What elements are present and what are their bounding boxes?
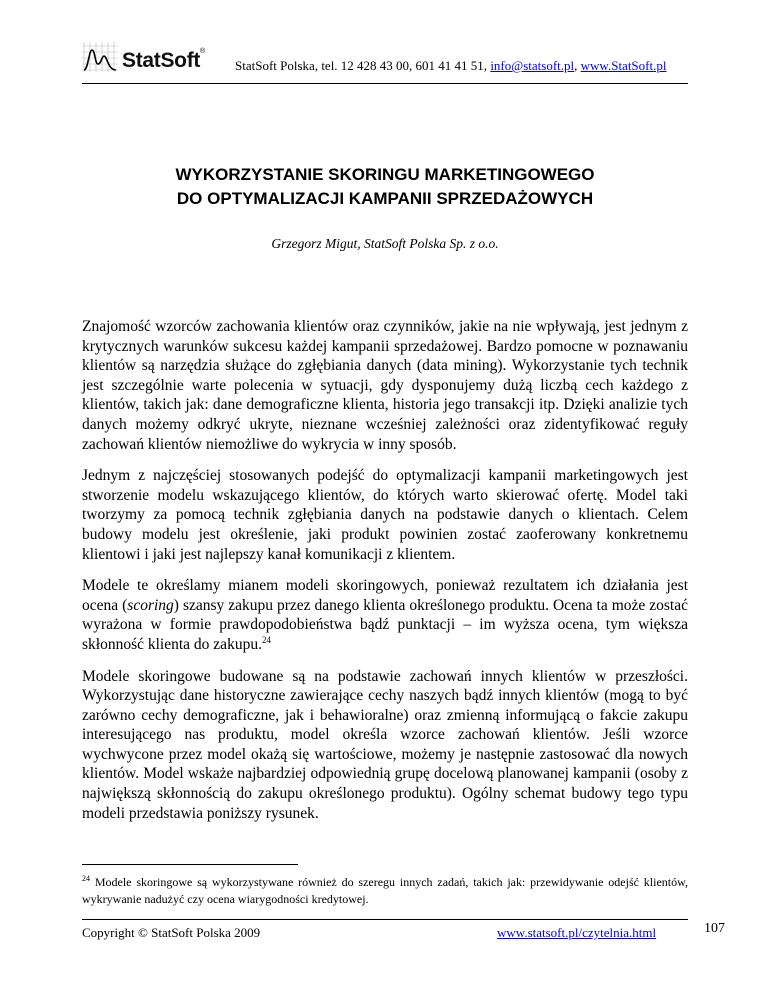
- header-rule: [82, 83, 688, 84]
- footer-rule: [82, 919, 688, 920]
- title-line-2: DO OPTYMALIZACJI KAMPANII SPRZEDAŻOWYCH: [176, 189, 594, 208]
- footnote-rule: [82, 864, 298, 865]
- page-header: [82, 38, 688, 83]
- footnote-reference[interactable]: 24: [261, 634, 271, 645]
- statsoft-logo: [82, 42, 232, 76]
- logo-text: StatSoft: [122, 49, 201, 72]
- footnote-number: 24: [82, 874, 90, 883]
- title-line-1: WYKORZYSTANIE SKORINGU MARKETINGOWEGO: [175, 165, 595, 184]
- website-link[interactable]: www.StatSoft.pl: [580, 58, 667, 73]
- contact-text: StatSoft Polska, tel. 12 428 43 00, 601 41 41 51,: [235, 58, 491, 73]
- article-title: [82, 163, 688, 211]
- paragraph-3-end: ) szansy zakupu przez danego klienta określonego produktu. Ocena ta może zostać wyrażona w formie prawdopodobieństwa bądź punktacji – im wyższa ocena, tym większa skłonność klienta do zakupu.: [82, 596, 688, 653]
- copyright: Copyright © StatSoft Polska 2009: [82, 925, 261, 940]
- paragraph-3-start: Modele te określamy mianem modeli skoringowych, ponieważ rezultatem ich działania jest ocena (: [82, 577, 688, 614]
- paragraph-2: Jednym z najczęściej stosowanych podejść do optymalizacji kampanii marketingowych jest stworzenie modelu wskazującego klientów, do których warto skierować ofertę. Model taki tworzymy za pomocą technik zgłębiania danych na podstawie danych o klientach. Celem budowy modelu jest określenie, jaki produkt powinien zostać zaoferowany konkretnemu klientowi i jaki jest najlepszy kanał komunikacji z klientem.: [82, 467, 688, 563]
- logo-registered-mark: ®: [200, 48, 206, 55]
- author-line: Grzegorz Migut, StatSoft Polska Sp. z o.o.: [271, 236, 499, 251]
- footer-link[interactable]: www.statsoft.pl/czytelnia.html: [497, 925, 657, 940]
- article-body: [82, 317, 688, 835]
- paragraph-4: Modele skoringowe budowane są na podstawie zachowań innych klientów w przeszłości. Wykorzystując dane historyczne zawierające cechy naszych bądź innych klientów (mogą to być zarówno cechy demograficzne, jak i behawioralne) oraz zmienną informującą o fakcie zakupu interesującego nas produktu, model określa wzorce zachowań klientów. Jeśli wzorce wychwycone przez model okażą się wartościowe, możemy je następnie zastosować dla nowych klientów. Model wskaże najbardziej odpowiednią grupę docelową planowanej kampanii (osoby z największą skłonnością do zakupu określonego produktu). Ogólny schemat budowy tego typu modeli przedstawia poniższy rysunek.: [82, 667, 688, 822]
- paragraph-1: Znajomość wzorców zachowania klientów oraz czynników, jakie na nie wpływają, jest jednym z krytycznych warunków sukcesu każdej kampanii sprzedażowej. Bardzo pomocne w poznawaniu klientów są narzędzia służące do zgłębiania danych (data mining). Wykorzystanie tych technik jest szczególnie warte polecenia w sytuacji, gdy dysponujemy dużą liczbą cech każdego z klientów, takich jak: dane demograficzne klienta, historia jego transakcji itp. Dzięki analizie tych danych możemy odkryć ukryte, nieznane wcześniej zależności oraz zidentyfikować reguły zachowań klientów niemożliwe do wykrycia w inny sposób.: [82, 318, 688, 453]
- contact-separator: ,: [574, 58, 581, 73]
- footnote: [82, 874, 688, 908]
- logo-grid-icon: [82, 42, 120, 76]
- scoring-term: scoring: [127, 596, 174, 614]
- page-number: 107: [704, 921, 725, 936]
- footnote-text: Modele skoringowe są wykorzystywane również do szeregu innych zadań, takich jak: przewidywanie odejść klientów, wykrywanie nadużyć czy ocena wiarygodności kredytowej.: [82, 875, 688, 906]
- header-contact: [235, 58, 666, 74]
- paragraph-3: [82, 576, 688, 654]
- email-link[interactable]: info@statsoft.pl: [490, 58, 575, 73]
